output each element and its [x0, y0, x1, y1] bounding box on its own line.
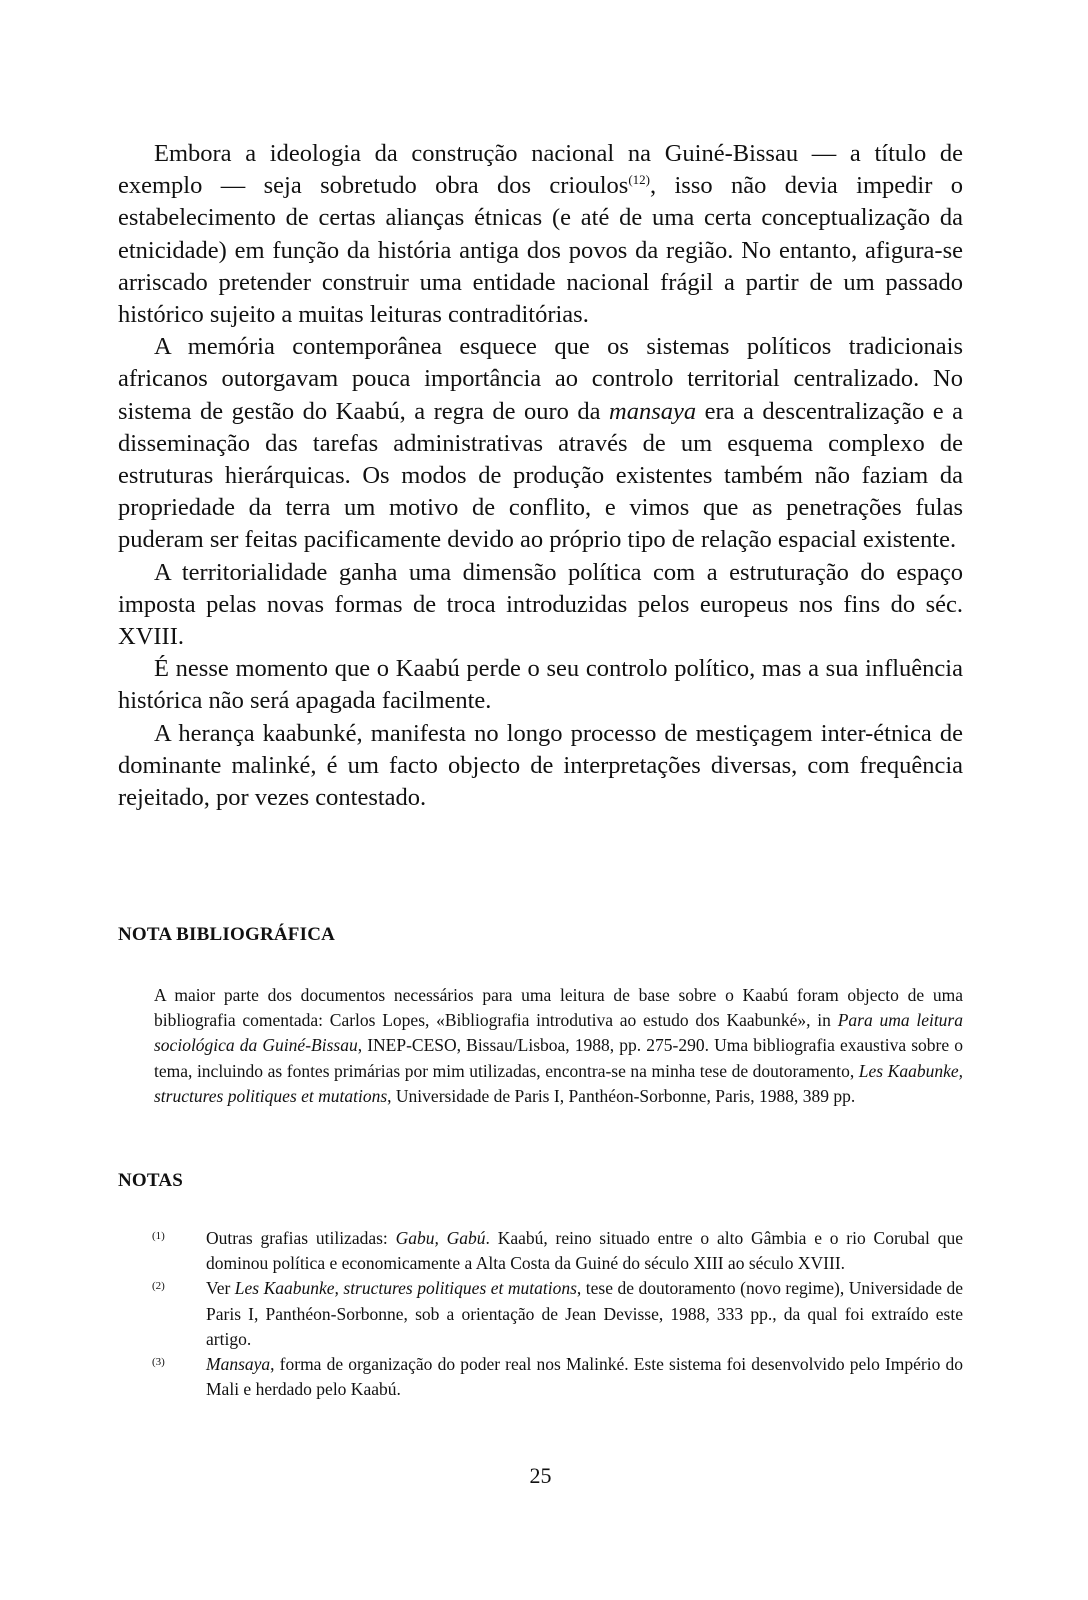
notes-heading: NOTAS — [118, 1170, 184, 1191]
note-number: (1) — [152, 1230, 165, 1242]
paragraph-1-text-a: Embora a ideologia da construção nacional na Guiné-Bissau — a título de exemplo — seja sobretudo obra dos crioulos — [118, 140, 963, 200]
note-1 — [118, 1226, 963, 1276]
paragraph-2 — [118, 331, 963, 556]
page-number: 25 — [529, 1463, 552, 1488]
biblio-italic-b: Les Kaabunke, structures politiques et mutations — [154, 1060, 963, 1106]
paragraph-4: É nesse momento que o Kaabú perde o seu controlo político, mas a sua influência histórica não será apagada facilmente. — [118, 655, 963, 715]
biblio-text-b: , INEP-CESO, Bissau/Lisboa, 1988, pp. 275-290. Uma bibliografia exaustiva sobre o tema, incluindo as fontes primárias por mim utilizadas, encontra-se na minha tese de doutoramento, — [154, 1035, 964, 1081]
note-3 — [118, 1352, 963, 1402]
note-number: (2) — [152, 1280, 165, 1293]
biblio-italic-a: Para uma leitura sociológica da Guiné-Bissau — [154, 1010, 963, 1056]
paragraph-3: A territorialidade ganha uma dimensão política com a estruturação do espaço imposta pelas novas formas de troca introduzidas pelos europeus nos fins do séc. XVIII. — [118, 558, 963, 651]
body-text — [118, 138, 963, 814]
note-1-text-a: Outras grafias utilizadas: — [206, 1228, 396, 1248]
note-2-text-a: Ver — [206, 1278, 235, 1299]
note-3-text-b: , forma de organização do poder real nos Malinké. Este sistema foi desenvolvido pelo Império do Mali e herdado pelo Kaabú. — [206, 1354, 963, 1400]
note-text — [206, 1276, 963, 1352]
biblio-text-a: A maior parte dos documentos necessários para uma leitura de base sobre o Kaabú foram objecto de uma bibliografia comentada: Carlos Lopes, «Bibliografia introdutiva ao estudo dos Kaabunké», in — [154, 985, 963, 1031]
note-3-italic: Mansaya — [206, 1354, 271, 1375]
paragraph-5: A herança kaabunké, manifesta no longo processo de mestiçagem inter-étnica de dominante malinké, é um facto objecto de interpretações diversas, com frequência rejeitado, por vezes contestado. — [118, 719, 963, 812]
paragraph-1-text-b: , isso não devia impedir o estabelecimento de certas alianças étnicas (e até de uma certa conceptualização da etnicidade) em função da história antiga dos povos da região. No entanto, afigura-se arriscado pretender construir uma entidade nacional frágil a partir de um passado histórico sujeito a muitas leituras contraditórias. — [118, 172, 964, 329]
biblio-text-c: , Universidade de Paris I, Panthéon-Sorbonne, Paris, 1988, 389 pp. — [387, 1085, 856, 1106]
biblio-heading: NOTA BIBLIOGRÁFICA — [118, 924, 336, 945]
paragraph-1 — [118, 138, 963, 331]
note-2 — [118, 1276, 963, 1352]
note-number: (3) — [152, 1356, 165, 1369]
note-text — [206, 1226, 963, 1276]
note-text — [206, 1352, 963, 1402]
notes-list — [118, 1226, 963, 1402]
footnote-ref-12: (12) — [628, 172, 650, 188]
note-2-text-b: , tese de doutoramento (novo regime), Universidade de Paris I, Panthéon-Sorbonne, sob a orientação de Jean Devisse, 1988, 333 pp., da qual foi extraído este artigo. — [206, 1278, 964, 1349]
note-2-italic: Les Kaabunke, structures politiques et mutations — [234, 1278, 577, 1299]
note-1-italic: Gabu, Gabú — [395, 1228, 486, 1248]
paragraph-2-text-a: A memória contemporânea esquece que os sistemas políticos tradicionais africanos outorgavam pouca importância ao controlo territorial centralizado. No sistema de gestão do Kaabú, a regra de ouro da — [118, 333, 963, 425]
paragraph-2-text-b: era a descentralização e a disseminação das tarefas administrativas através de um esquema complexo de estruturas hierárquicas. Os modos de produção existentes também não faziam da propriedade da terra um motivo de conflito, e vimos que as penetrações fulas puderam ser feitas pacificamente devido ao próprio tipo de relação espacial existente. — [118, 397, 964, 554]
paragraph-2-italic: mansaya — [609, 397, 697, 425]
page — [118, 138, 964, 1488]
note-1-text-b: . Kaabú, reino situado entre o alto Gâmbia e o rio Corubal que dominou política e economicamente a Alta Costa da Guiné do século XIII ao século XVIII. — [206, 1228, 963, 1274]
biblio-text — [154, 983, 963, 1109]
